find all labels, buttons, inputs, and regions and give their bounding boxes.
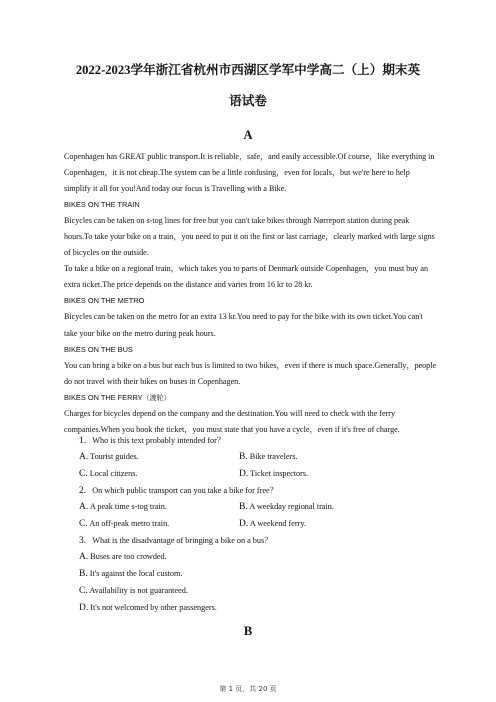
question-text: On which public transport can you take a bike for free？ <box>92 486 278 495</box>
option-1a[interactable] <box>79 452 139 462</box>
question-text: What is the disadvantage of bringing a bike on a bus？ <box>92 536 273 545</box>
option-letter: C. <box>79 469 88 479</box>
question-3 <box>79 535 272 546</box>
option-text: Tourist guides. <box>90 452 139 461</box>
option-2b[interactable] <box>239 502 334 512</box>
question-2 <box>79 485 278 496</box>
option-letter: C. <box>79 519 88 529</box>
option-text: It's not welcomed by other passengers. <box>90 603 217 612</box>
train-paragraph-1: Bicycles can be taken on s-tog lines for free but you can't take bikes through Nørreport station during peak hours.To take your bike on a train，you need to put it on the first or last carriage，clearly marked with large signs of bicycles on the outside. <box>64 216 435 258</box>
option-text: Availability is not guaranteed. <box>89 586 188 595</box>
option-3a[interactable] <box>79 552 167 562</box>
ferry-chinese-gloss: （渡轮） <box>142 393 171 402</box>
option-text: A peak time s-tog train. <box>89 502 167 511</box>
question-1 <box>79 435 225 446</box>
option-letter: C. <box>79 586 88 596</box>
option-text: Ticket inspectors. <box>250 469 309 478</box>
option-text: An off-peak metro train. <box>89 519 170 528</box>
option-text: A weekend ferry. <box>249 519 306 528</box>
option-1b[interactable] <box>239 452 298 462</box>
option-2c[interactable] <box>79 519 169 529</box>
option-letter: B. <box>239 502 248 512</box>
option-text: Local citizens. <box>89 469 138 478</box>
heading-bus: BIKES ON THE BUS <box>64 344 133 354</box>
train-paragraph-2: To take a bike on a regional train，which takes you to parts of Denmark outside Copenhagen，you must buy an extra ticket.The price depends on the distance and varies from 16 kr to 28 kr. <box>64 264 429 290</box>
heading-train: BIKES ON THE TRAIN <box>64 200 140 210</box>
option-3b[interactable] <box>79 569 182 579</box>
option-letter: A. <box>79 452 89 462</box>
option-letter: A. <box>79 552 89 562</box>
document-title-line-2: 语试卷 <box>229 94 267 108</box>
document-title-line-1: 2022-2023学年浙江省杭州市西湖区学军中学高二（上）期末英 <box>75 63 421 77</box>
option-letter: B. <box>239 452 248 462</box>
option-3d[interactable] <box>79 603 217 613</box>
section-b-label: B <box>243 624 253 638</box>
page-footer: 第 1 页，共 20 页 <box>219 685 277 693</box>
metro-paragraph: Bicycles can be taken on the metro for an extra 13 kr.You need to pay for the bike with its own ticket.You can't take your bike on the metro during peak hours. <box>64 312 424 338</box>
ferry-paragraph: Charges for bicycles depend on the company and the destination.You will need to check with the ferry companies.When you book the ticket，you must state that you have a cycle，even if it's free of charge. <box>64 408 400 434</box>
option-text: Bike travelers. <box>249 452 298 461</box>
option-1c[interactable] <box>79 469 138 479</box>
option-2a[interactable] <box>79 502 167 512</box>
option-2d[interactable] <box>239 519 306 529</box>
passage-body <box>64 149 437 438</box>
option-1d[interactable] <box>239 469 308 479</box>
question-number: 1. <box>79 436 87 446</box>
option-text: A weekday regional train. <box>249 502 334 511</box>
option-text: It's against the local custom. <box>89 569 183 578</box>
question-text: Who is this text probably intended for？ <box>92 436 226 445</box>
passage-intro: Copenhagen has GREAT public transport.It is reliable，safe，and easily accessible.Of course，like everything in Copenhagen，it is not cheap.The system can be a little confusing，even for locals，but we're here to help simplify it all for you!And today our focus is Travelling with a Bike. <box>64 152 435 194</box>
option-letter: D. <box>79 603 89 613</box>
bus-paragraph: You can bring a bike on a bus but each bus is limited to two bikes，even if there is much space.Generally，people do not travel with their bikes on buses in Copenhagen. <box>64 360 437 386</box>
heading-ferry-line <box>64 390 437 406</box>
option-letter: D. <box>239 469 249 479</box>
option-text: Buses are too crowded. <box>90 552 167 561</box>
section-a-label: A <box>243 128 253 142</box>
question-number: 2. <box>79 486 87 496</box>
option-3c[interactable] <box>79 586 188 596</box>
heading-ferry: BIKES ON THE FERRY <box>64 392 143 402</box>
option-letter: A. <box>79 502 89 512</box>
question-number: 3. <box>79 536 87 546</box>
option-letter: B. <box>79 569 88 579</box>
heading-metro: BIKES ON THE METRO <box>64 296 145 306</box>
option-letter: D. <box>239 519 249 529</box>
